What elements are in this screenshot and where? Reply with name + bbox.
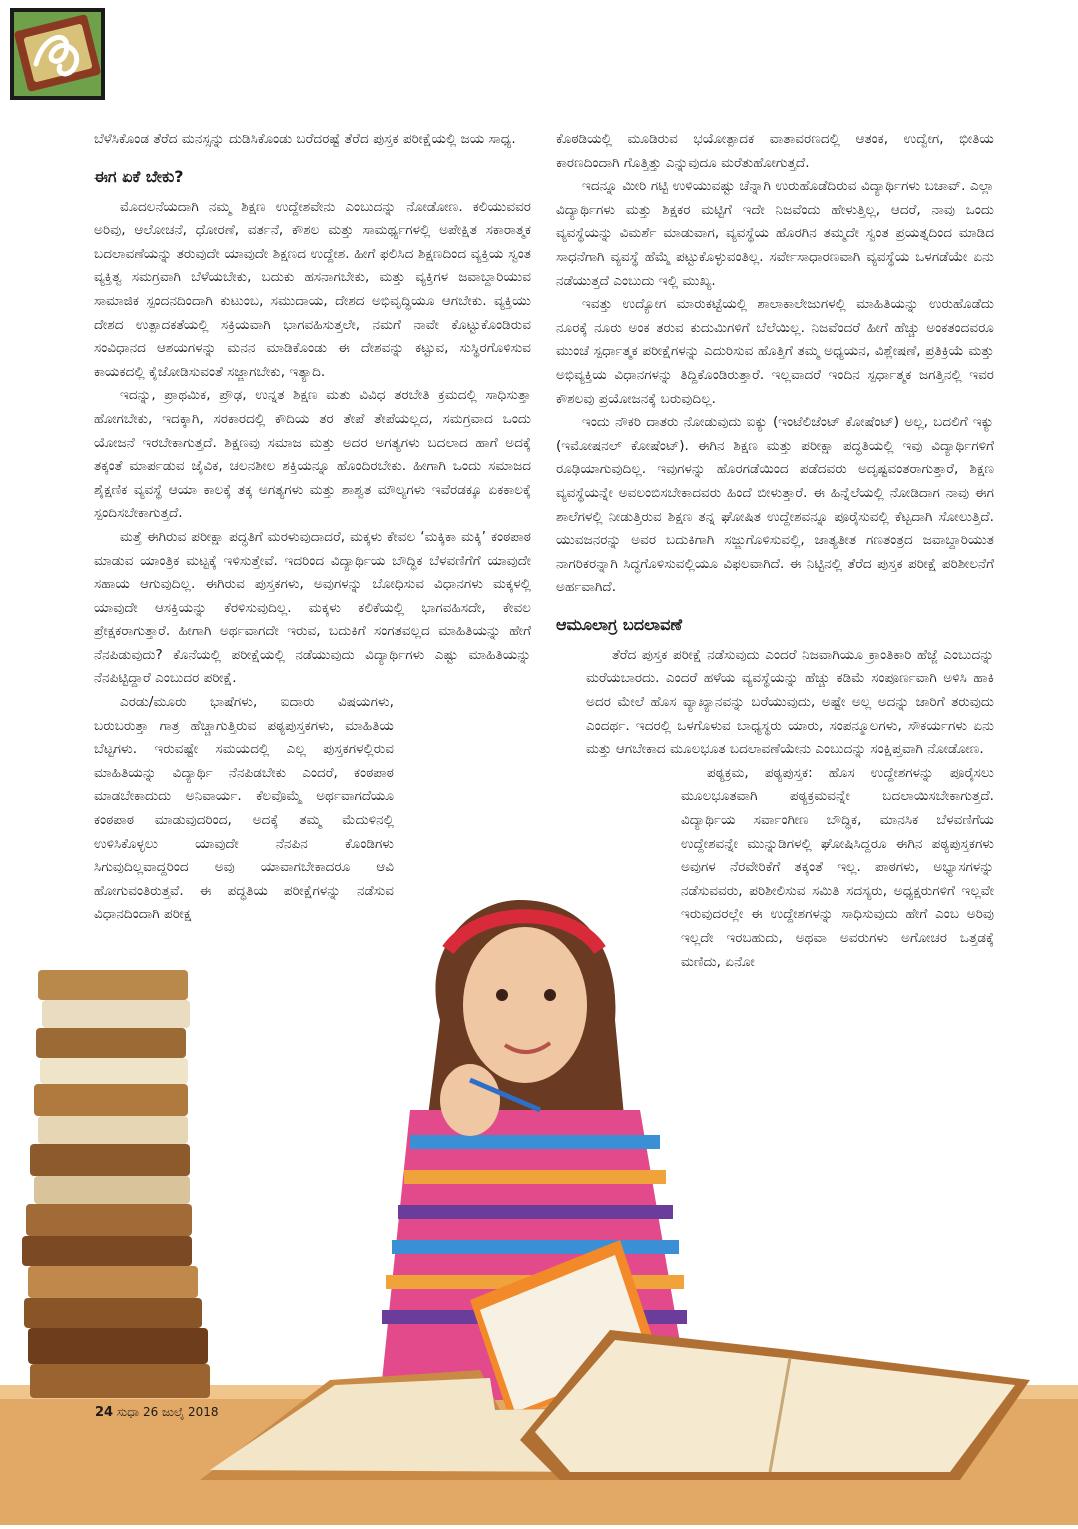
right-column — [556, 128, 994, 974]
body-paragraph: ಪಠ್ಯಕ್ರಮ, ಪಠ್ಯಪುಸ್ತಕ: ಹೊಸ ಉದ್ದೇಶಗಳನ್ನು ಪೂರೈಸಲು ಮೂಲಭೂತವಾಗಿ ಪಠ್ಯಕ್ರಮವನ್ನೇ ಬದಲಾಯಿಸಬೇಕಾಗುತ್ತದೆ. ವಿದ್ಯಾರ್ಥಿಯ ಸರ್ವಾಂಗೀಣ ಬೌದ್ಧಿಕ, ಮಾನಸಿಕ ಬೆಳವಣಿಗೆಯ ಉದ್ದೇಶವನ್ನೇ ಮುನ್ನುಡಿಗಳಲ್ಲಿ ಘೋಷಿಸಿದ್ದರೂ ಈಗಿನ ಪಠ್ಯಪುಸ್ತಕಗಳು ಅವುಗಳ ನೆರವೇರಿಕೆಗೆ ತಕ್ಕಂತೆ ಇಲ್ಲ. ಪಾಠಗಳು, ಅಭ್ಯಾಸಗಳನ್ನು ನಡೆಸುವವರು, ಪರಿಶೀಲಿಸುವ ಸಮಿತಿ ಸದಸ್ಯರು, ಅಧ್ಯಕ್ಷರುಗಳಿಗೆ ಇಲ್ಲವೇ ಇರುವುದರಲ್ಲೇ ಈ ಉದ್ದೇಶಗಳನ್ನು ಸಾಧಿಸುವುದು ಹೇಗೆ ಎಂಬ ಅರಿವು ಇಲ್ಲದೇ ಇರಬಹುದು, ಅಥವಾ ಅವರುಗಳು ಅಗೋಚರ ಒತ್ತಡಕ್ಕೆ ಮಣಿದು, ಏನೋ — [681, 764, 994, 970]
body-paragraph: ಕೊಠಡಿಯಲ್ಲಿ ಮೂಡಿರುವ ಭಯೋತ್ಪಾದಕ ವಾತಾವರಣದಲ್ಲಿ ಆತಂಕ, ಉದ್ವೇಗ, ಭೀತಿಯ ಕಾರಣದಿಂದಾಗಿ ಗೊತ್ತಿತ್ತು ಎನ್ನುವುದೂ ಮರೆತುಹೋಗುತ್ತದೆ. — [556, 131, 994, 171]
body-paragraph: ಇದನ್ನೂ ಮೀರಿ ಗಟ್ಟಿ ಉಳಿಯುವಷ್ಟು ಚೆನ್ನಾಗಿ ಉರುಹೊಡೆದಿರುವ ವಿದ್ಯಾರ್ಥಿಗಳು ಬಚಾವ್. ಎಲ್ಲಾ ವಿದ್ಯಾರ್ಥಿಗಳು ಮತ್ತು ಶಿಕ್ಷಕರ ಮಟ್ಟಿಗೆ ಇದೇ ನಿಜವೆಂದು ಹೇಳುತ್ತಿಲ್ಲ, ಆದರೆ, ನಾವು ಒಂದು ವ್ಯವಸ್ಥೆಯನ್ನು ವಿಮರ್ಶೆ ಮಾಡುವಾಗ, ವ್ಯವಸ್ಥೆಯ ಹೊರಗಿನ ತಮ್ಮದೇ ಸ್ವಂತ ಪ್ರಯತ್ನದಿಂದ ಮಾಡಿದ ಸಾಧನೆಗಾಗಿ ವ್ಯವಸ್ಥೆ ಹೆಮ್ಮೆ ಪಟ್ಟುಕೊಳ್ಳುವಂತಿಲ್ಲ. ಸರ್ವೇಸಾಧಾರಣವಾಗಿ ವ್ಯವಸ್ಥೆಯ ಒಳಗಡೆಯೇ ಏನು ನಡೆಯುತ್ತದೆ ಎಂಬುದು ಇಲ್ಲಿ ಮುಖ್ಯ. — [556, 178, 994, 289]
body-paragraph: ಇವತ್ತು ಉದ್ಯೋಗ ಮಾರುಕಟ್ಟೆಯಲ್ಲಿ ಶಾಲಾಕಾಲೇಜುಗಳಲ್ಲಿ ಮಾಹಿತಿಯನ್ನು ಉರುಹೊಡೆದು ನೂರಕ್ಕೆ ನೂರು ಅಂಕ ತರುವ ಕುದುಮಿಗಳಿಗೆ ಬೆಲೆಯಿಲ್ಲ. ನಿಜವೆಂದರೆ ಹೀಗೆ ಹೆಚ್ಚು ಅಂಕತಂದವರೂ ಮುಂಚೆ ಸ್ಪರ್ಧಾತ್ಮಕ ಪರೀಕ್ಷೆಗಳನ್ನು ಎದುರಿಸುವ ಹೊತ್ತಿಗೆ ತಮ್ಮ ಅಧ್ಯಯನ, ವಿಶ್ಲೇಷಣೆ, ಪ್ರತಿಕ್ರಿಯೆ ಮತ್ತು ಅಭಿವ್ಯಕ್ತಿಯ ವಿಧಾನಗಳನ್ನು ತಿದ್ದಿಕೊಂಡಿರುತ್ತಾರೆ. ಇಲ್ಲವಾದರೆ ಇಂದಿನ ಸ್ಪರ್ಧಾತ್ಮಕ ಜಗತ್ತಿನಲ್ಲಿ ಇವರ ಕೌಶಲವು ಪ್ರಯೋಜನಕ್ಕೆ ಬರುವುದಿಲ್ಲ. — [556, 296, 994, 407]
page-number: 24 — [95, 1405, 114, 1420]
body-paragraph: ತೆರೆದ ಪುಸ್ತಕ ಪರೀಕ್ಷೆ ನಡೆಸುವುದು ಎಂದರೆ ನಿಜವಾಗಿಯೂ ಕ್ರಾಂತಿಕಾರಿ ಹೆಜ್ಜೆ ಎಂಬುದನ್ನು ಮರೆಯಬಾರದು. ಎಂದರೆ ಹಳೆಯ ವ್ಯವಸ್ಥೆಯನ್ನು ಹೆಚ್ಚು ಕಡಿಮೆ ಸಂಪೂರ್ಣವಾಗಿ ಅಳಿಸಿ ಹಾಕಿ ಅದರ ಮೇಲೆ ಹೊಸ ವ್ಯಾಖ್ಯಾನವನ್ನು ಬರೆಯುವುದು, ಅಷ್ಟೇ ಅಲ್ಲ ಅದನ್ನು ಜಾರಿಗೆ ತರುವುದು ಎಂದರ್ಥ. ಇದರಲ್ಲಿ ಒಳಗೊಳುವ ಬಾಧ್ಯಸ್ಥರು ಯಾರು, ಸಂಪನ್ಮೂಲಗಳು, ಸೌಕರ್ಯಗಳು ಏನು ಮತ್ತು ಆಗಬೇಕಾದ ಮೂಲಭೂತ ಬದಲಾವಣೆಯೇನು ಎಂಬುದನ್ನು ಸಂಕ್ಷಿಪ್ತವಾಗಿ ನೋಡೋಣ. — [586, 646, 994, 758]
section-heading-why-now: ಈಗ ಏಕೆ ಬೇಕು? — [94, 166, 184, 186]
issue-date: 26 ಜುಲೈ 2018 — [142, 1405, 219, 1419]
body-paragraph: ಎರಡು/ಮೂರು ಭಾಷೆಗಳು, ಐದಾರು ವಿಷಯಗಳು, ಬರುಬರುತ್ತಾ ಗಾತ್ರ ಹೆಚ್ಚಾಗುತ್ತಿರುವ ಪಠ್ಯಪುಸ್ತಕಗಳು, ಮಾಹಿತಿಯ ಬೆಟ್ಟಗಳು. ಇರುವಷ್ಟೇ ಸಮಯದಲ್ಲಿ ಎಲ್ಲ ಪುಸ್ತಕಗಳಲ್ಲಿರುವ ಮಾಹಿತಿಯನ್ನು ವಿದ್ಯಾರ್ಥಿ ನೆನಪಿಡಬೇಕು ಎಂದರೆ, ಕಂಠಪಾಠ ಮಾಡಬೇಕಾದುದು ಅನಿವಾರ್ಯ. ಕೆಲವೊಮ್ಮೆ ಅರ್ಥವಾಗದೆಯೂ ಕಂಠಪಾಠ ಮಾಡುವುದರಿಂದ, ಅದಕ್ಕೆ ತಮ್ಮ ಮೆದುಳಿನಲ್ಲಿ ಉಳಿಸಿಕೊಳ್ಳಲು ಯಾವುದೇ ನೆನಪಿನ ಕೊಂಡಿಗಳು ಸಿಗುವುದಿಲ್ಲವಾದ್ದರಿಂದ ಅವು ಯಾವಾಗಬೇಕಾದರೂ ಆವಿ ಹೋಗುವಂತಿರುತ್ತವೆ. ಈ ಪದ್ಧತಿಯ ಪರೀಕ್ಷೆಗಳನ್ನು ನಡೆಸುವ ವಿಧಾನದಿಂದಾಗಿ ಪರೀಕ್ಷ — [94, 694, 394, 923]
section-heading-radical-change: ಆಮೂಲಾಗ್ರ ಬದಲಾವಣೆ — [556, 614, 683, 634]
magazine-logo — [10, 8, 105, 100]
page-footer — [95, 1405, 219, 1420]
magazine-name: ಸುಧಾ — [116, 1405, 140, 1419]
body-paragraph: ಮೊದಲನೆಯದಾಗಿ ನಮ್ಮ ಶಿಕ್ಷಣ ಉದ್ದೇಶವೇನು ಎಂಬುದನ್ನು ನೋಡೋಣ. ಕಲಿಯುವವರ ಅರಿವು, ಆಲೋಚನೆ, ಧೋರಣೆ, ವರ್ತನೆ, ಕೌಶಲ ಮತ್ತು ಸಾಮರ್ಥ್ಯಗಳಲ್ಲಿ ಅಪೇಕ್ಷಿತ ಸಕಾರಾತ್ಮಕ ಬದಲಾವಣೆಯನ್ನು ತರುವುದೇ ಯಾವುದೇ ಶಿಕ್ಷಣದ ಉದ್ದೇಶ. ಹೀಗೆ ಫಲಿಸಿದ ಶಿಕ್ಷಣದಿಂದ ವ್ಯಕ್ತಿಯ ಸ್ವಂತ ವ್ಯಕ್ತಿತ್ವ ಸಮಗ್ರವಾಗಿ ಬೆಳೆಯಬೇಕು, ಬದುಕು ಹಸನಾಗಬೇಕು, ಮತ್ತು ವ್ಯಕ್ತಿಗಳ ಜವಾಬ್ದಾರಿಯುವ ಸಾಮಾಜಿಕ ಸ್ಪಂದನದಿಂದಾಗಿ ಕುಟುಂಬ, ಸಮುದಾಯ, ದೇಶದ ಅಭಿವೃದ್ಧಿಯೂ ಆಗಬೇಕು. ವ್ಯಕ್ತಿಯು ದೇಶದ ಉತ್ಪಾದಕತೆಯಲ್ಲಿ ಸಕ್ರಿಯವಾಗಿ ಭಾಗವಹಿಸುತ್ತಲೇ, ನಮಗೆ ನಾವೇ ಕೊಟ್ಟುಕೊಂಡಿರುವ ಸಂವಿಧಾನದ ಆಶಯಗಳನ್ನು ಮನನ ಮಾಡಿಕೊಂಡು ಈ ದೇಶವನ್ನು ಕಟ್ಟುವ, ಸುಸ್ಥಿರಗೊಳಿಸುವ ಕಾಯಕದಲ್ಲಿ ಕೈಜೋಡಿಸುವಂತೆ ಸಜ್ಜಾಗಬೇಕು, ಇತ್ಯಾದಿ. — [94, 198, 531, 380]
magazine-emblem-icon — [14, 12, 101, 96]
body-paragraph: ಇದನ್ನು, ಪ್ರಾಥಮಿಕ, ಪ್ರೌಢ, ಉನ್ನತ ಶಿಕ್ಷಣ ಮತು ವಿವಿಧ ತರಬೇತಿ ಕ್ರಮದಲ್ಲಿ ಸಾಧಿಸುತ್ತಾ ಹೋಗಬೇಕು, ಇದಕ್ಕಾಗಿ, ಸರಕಾರದಲ್ಲಿ ಕೌದಿಯ ತರ ತೇಪೆ ತೇಪೆಯಲ್ಲದ, ಸಮಗ್ರವಾದ ಒಂದು ಯೋಜನೆ ಇರಬೇಕಾಗುತ್ತದೆ. ಶಿಕ್ಷಣವು ಸಮಾಜ ಮತ್ತು ಅದರ ಅಗತ್ಯಗಳು ಬದಲಾದ ಹಾಗೆ ಅದಕ್ಕೆ ತಕ್ಕಂತೆ ಮಾರ್ಪಡುವ ಜೈವಿಕ, ಚಲನಶೀಲ ಶಕ್ತಿಯನ್ನೂ ಹೊಂದಿರಬೇಕು. ಹೀಗಾಗಿ ಒಂದು ಸಮಾಜದ ಶೈಕ್ಷಣಿಕ ವ್ಯವಸ್ಥೆ ಆಯಾ ಕಾಲಕ್ಕೆ ತಕ್ಕ ಅಗತ್ಯಗಳು ಮತ್ತು ಶಾಶ್ವತ ಮೌಲ್ಯಗಳು ಇವೆರಡಕ್ಕೂ ಏಕಕಾಲಕ್ಕೆ ಸ್ಪಂದಿಸಬೇಕಾಗುತ್ತದೆ. — [94, 387, 531, 522]
body-paragraph: ಇಂದು ನೌಕರಿ ದಾತರು ನೋಡುವುದು ಐಕ್ಯು (ಇಂಟೆಲಿಜೆಂಟ್ ಕೋಷೆಂಟ್) ಅಲ್ಲ, ಬದಲಿಗೆ ಇಕ್ಯು (ಇಮೋಷನಲ್ ಕೋಷೆಂಟ್). ಈಗಿನ ಶಿಕ್ಷಣ ಮತ್ತು ಪರೀಕ್ಷಾ ಪದ್ಧತಿಯಲ್ಲಿ ಇವು ವಿದ್ಯಾರ್ಥಿಗಳಿಗೆ ರೂಢಿಯಾಗುವುದಿಲ್ಲ. ಇವುಗಳನ್ನು ಹೊರಗಡೆಯಿಂದ ಪಡೆದವರು ಅದೃಷ್ಟವಂತರಾಗುತ್ತಾರೆ, ಶಿಕ್ಷಣ ವ್ಯವಸ್ಥೆಯನ್ನೇ ಅವಲಂಬಿಸಬೇಕಾದವರು ಹಿಂದೆ ಬೀಳುತ್ತಾರೆ. ಈ ಹಿನ್ನೆಲೆಯಲ್ಲಿ ನೋಡಿದಾಗ ನಾವು ಈಗ ಶಾಲೆಗಳಲ್ಲಿ ನೀಡುತ್ತಿರುವ ಶಿಕ್ಷಣ ತನ್ನ ಘೋಷಿತ ಉದ್ದೇಶವನ್ನೂ ಪೂರೈಸುವಲ್ಲಿ ಕೆಟ್ಟದಾಗಿ ಸೋಲುತ್ತಿದೆ. ಯುವಜನರನ್ನು ಅವರ ಬದುಕಿಗಾಗಿ ಸಜ್ಜುಗೊಳಿಸುವಲ್ಲಿ, ಜಾತ್ಯತೀತ ಗಣತಂತ್ರದ ಜವಾಬ್ದಾರಿಯುತ ನಾಗರಿಕರನ್ನಾಗಿ ಸಿದ್ಧಗೊಳಿಸುವಲ್ಲಿಯೂ ವಿಫಲವಾಗಿದೆ. ಈ ನಿಟ್ಟಿನಲ್ಲಿ ತೆರೆದ ಪುಸ್ತಕ ಪರೀಕ್ಷೆ ಪರಿಶೀಲನೆಗೆ ಅರ್ಹವಾಗಿದೆ. — [556, 414, 994, 596]
body-paragraph: ಮತ್ತೆ ಈಗಿರುವ ಪರೀಕ್ಷಾ ಪದ್ಧತಿಗೆ ಮರಳುವುದಾದರೆ, ಮಕ್ಕಳು ಕೇವಲ ‘ಮಕ್ಕಿಕಾ ಮಕ್ಕಿ’ ಕಂಠಪಾಠ ಮಾಡುವ ಯಾಂತ್ರಿಕ ಮಟ್ಟಕ್ಕೆ ಇಳಿಸುತ್ತೇವೆ. ಇದರಿಂದ ವಿದ್ಯಾರ್ಥಿಯ ಬೌದ್ಧಿಕ ಬೆಳವಣಿಗೆಗೆ ಯಾವುದೇ ಸಹಾಯ ಆಗುವುದಿಲ್ಲ. ಈಗಿರುವ ಪುಸ್ತಕಗಳು, ಅವುಗಳನ್ನು ಬೋಧಿಸುವ ವಿಧಾನಗಳು ಮಕ್ಕಳಲ್ಲಿ ಯಾವುದೇ ಆಸಕ್ತಿಯನ್ನು ಕೆರಳಿಸುವುದಿಲ್ಲ. ಮಕ್ಕಳು ಕಲಿಕೆಯಲ್ಲಿ ಭಾಗವಹಿಸದೇ, ಕೇವಲ ಪ್ರೇಕ್ಷಕರಾಗುತ್ತಾರೆ. ಹೀಗಾಗಿ ಅರ್ಥವಾಗದೇ ಇರುವ, ಬದುಕಿಗೆ ಸಂಗತವಲ್ಲದ ಮಾಹಿತಿಯನ್ನು ಹೇಗೆ ನೆನಪಿಡುವುದು? ಕೊನೆಯಲ್ಲಿ ಪರೀಕ್ಷೆಯಲ್ಲಿ ನಡೆಯುವುದು ವಿದ್ಯಾರ್ಥಿಗಳು ಎಷ್ಟು ಮಾಹಿತಿಯನ್ನು ನೆನಪಿಟ್ಟಿದ್ದಾರೆ ಎಂಬುದರ ಪರೀಕ್ಷೆ. — [94, 528, 531, 687]
left-column — [94, 128, 531, 927]
intro-paragraph: ಬೆಳೆಸಿಕೊಂಡ ತೆರೆದ ಮನಸ್ಸನ್ನು ದುಡಿಸಿಕೊಂಡು ಬರೆದರಷ್ಟೆ ತೆರೆದ ಪುಸ್ತಕ ಪರೀಕ್ಷೆಯಲ್ಲಿ ಜಯ ಸಾಧ್ಯ. — [94, 131, 516, 147]
girl-with-books-illustration-icon — [0, 880, 1078, 1525]
